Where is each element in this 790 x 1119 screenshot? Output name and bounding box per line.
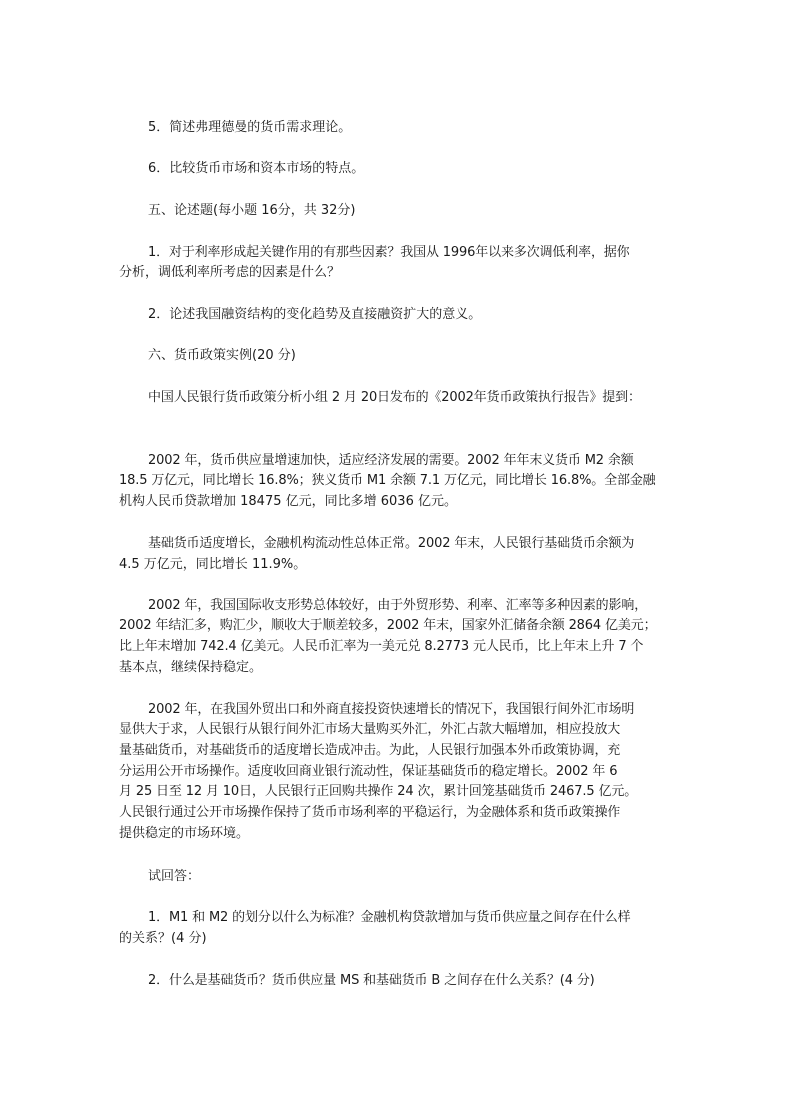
paragraph-4-line-6: 人民银行通过公开市场操作保持了货币市场利率的平稳运行，为金融体系和货币政策操作	[119, 805, 621, 820]
paragraph-3-line-1: 2002 年，我国国际收支形势总体较好，由于外贸形势、利率、汇率等多种因素的影响，	[148, 598, 648, 613]
paragraph-3-line-3: 比上年末增加 742.4 亿美元。人民币汇率为一美元兑 8.2773 元人民币，比上年末上升 7 个	[119, 639, 644, 654]
sub-question-1-line-1: 1．M1 和 M2 的划分以什么为标准？金融机构贷款增加与货币供应量之间存在什么样	[148, 910, 631, 925]
paragraph-4-line-2: 显供大于求，人民银行从银行间外汇市场大量购买外汇，外汇占款大幅增加，相应投放大	[119, 722, 621, 737]
answer-prompt: 试回答：	[148, 869, 201, 884]
paragraph-4-line-1: 2002 年，在我国外贸出口和外商直接投资快速增长的情况下，我国银行间外汇市场明	[148, 702, 635, 717]
paragraph-4-line-3: 量基础货币，对基础货币的适度增长造成冲击。为此，人民银行加强本外币政策协调，充	[119, 743, 621, 758]
paragraph-2-line-2: 4.5 万亿元，同比增长 11.9%。	[119, 557, 307, 572]
paragraph-1-line-3: 机构人民币贷款增加 18475 亿元，同比多增 6036 亿元。	[119, 494, 457, 509]
paragraph-4-line-5: 月 25 日至 12 月 10日，人民银行正回购共操作 24 次，累计回笼基础货币 2467.5 亿元。	[119, 784, 638, 799]
paragraph-4-line-7: 提供稳定的市场环境。	[119, 826, 250, 841]
paragraph-2-line-1: 基础货币适度增长，金融机构流动性总体正常。2002 年末，人民银行基础货币余额为	[148, 536, 635, 551]
sub-question-1-line-2: 的关系？(4 分)	[119, 931, 207, 946]
question-5: 5．简述弗理德曼的货币需求理论。	[148, 120, 352, 135]
section-6-title: 六、货币政策实例(20 分)	[148, 348, 296, 363]
paragraph-1-line-1: 2002 年，货币供应量增速加快，适应经济发展的需要。2002 年年末义货币 M2 余额	[148, 453, 634, 468]
sub-question-2: 2．什么是基础货币？货币供应量 MS 和基础货币 B 之间存在什么关系？(4 分)	[148, 973, 595, 988]
paragraph-4-line-4: 分运用公开市场操作。适度收回商业银行流动性，保证基础货币的稳定增长。2002 年 6	[119, 764, 618, 779]
section-5-title: 五、论述题(每小题 16分，共 32分)	[148, 203, 356, 218]
case-intro: 中国人民银行货币政策分析小组 2 月 20日发布的《2002年货币政策执行报告》提到：	[148, 390, 641, 405]
essay-question-1-line-1: 1．对于利率形成起关键作用的有那些因素？我国从 1996年以来多次调低利率，据你	[148, 245, 630, 260]
paragraph-3-line-2: 2002 年结汇多，购汇少，顺收大于顺差较多，2002 年末，国家外汇储备余额 2864 亿美元；	[119, 618, 657, 633]
question-6: 6．比较货币市场和资本市场的特点。	[148, 161, 365, 176]
paragraph-3-line-4: 基本点，继续保持稳定。	[119, 660, 263, 675]
essay-question-2: 2．论述我国融资结构的变化趋势及直接融资扩大的意义。	[148, 307, 482, 322]
essay-question-1-line-2: 分析，调低利率所考虑的因素是什么？	[119, 265, 341, 280]
paragraph-1-line-2: 18.5 万亿元，同比增长 16.8%；狭义货币 M1 余额 7.1 万亿元，同比增长 16.8%。全部金融	[119, 473, 656, 488]
